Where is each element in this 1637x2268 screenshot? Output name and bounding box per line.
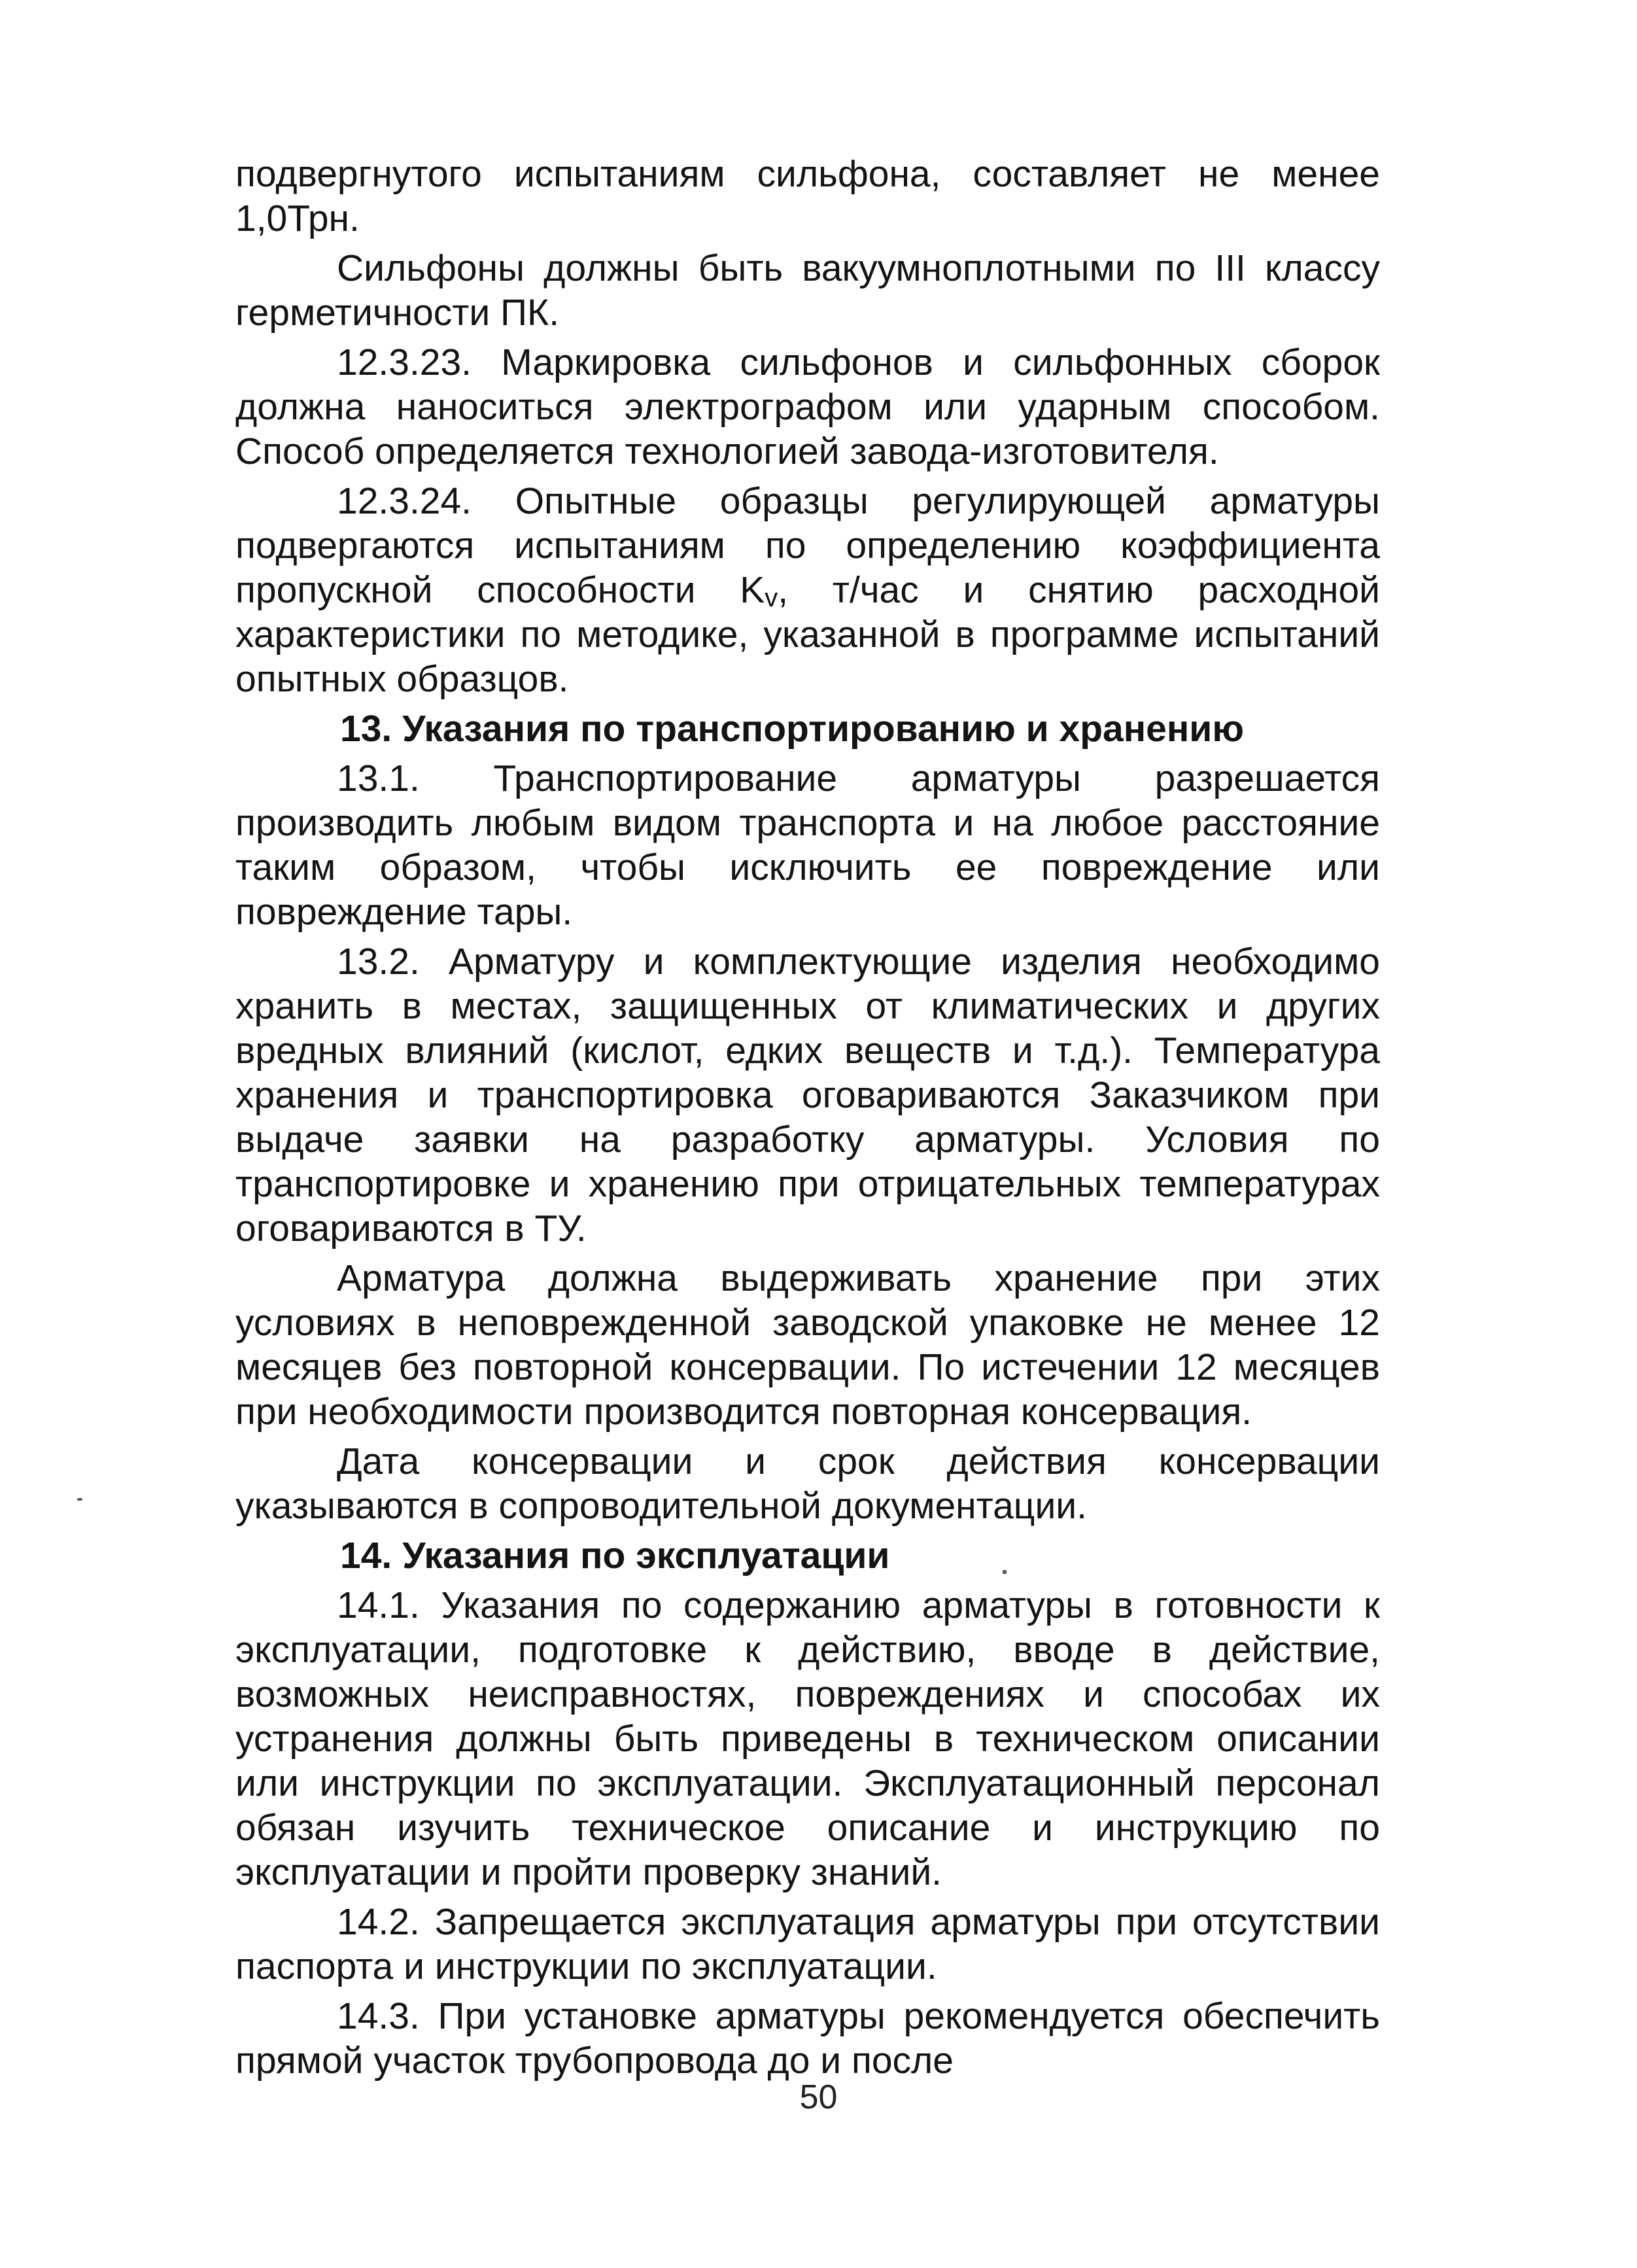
paragraph-12-3-24-end: , т/час и снятию расходной характеристики по методике, указанной в программе испытаний опытных образцов. <box>235 569 1380 700</box>
paragraph-12-3-24-start: 12.3.24. Опытные образцы регулирующей арматуры подвергаются испытаниям по определению коэффициента пропускной способности K <box>235 480 1380 611</box>
paragraph-bellows-test: подвергнутого испытаниям сильфона, составляет не менее 1,0Трн. <box>235 153 1380 239</box>
paragraph-14-2: 14.2. Запрещается эксплуатация арматуры при отсутствии паспорта и инструкции по эксплуатации. <box>235 1901 1380 1987</box>
paragraph-storage-conditions: Арматура должна выдерживать хранение при этих условиях в неповрежденной заводской упаковке не менее 12 месяцев без повторной консервации. По истечении 12 месяцев при необходимости производится повторная консервация. <box>235 1257 1380 1433</box>
paragraph-13-1: 13.1. Транспортирование арматуры разрешается производить любым видом транспорта и на любое расстояние таким образом, чтобы исключить ее повреждение или повреждение тары. <box>235 758 1380 933</box>
paragraph-14-3: 14.3. При установке арматуры рекомендуется обеспечить прямой участок трубопровода до и после <box>235 1995 1380 2082</box>
page-number: 50 <box>799 2078 838 2116</box>
section-13-heading: 13. Указания по транспортированию и хранению <box>340 708 1245 750</box>
document-body <box>235 152 1380 2088</box>
paragraph-14-1: 14.1. Указания по содержанию арматуры в готовности к эксплуатации, подготовке к действию, вводе в действие, возможных неисправностях, повреждениях и способах их устранения должны быть приведены в техническом описании или инструкции по эксплуатации. Эксплуатационный персонал обязан изучить техническое описание и инструкцию по эксплуатации и пройти проверку знаний. <box>235 1584 1380 1893</box>
paragraph-bellows-vacuum: Сильфоны должны быть вакуумноплотными по III классу герметичности ПК. <box>235 247 1380 334</box>
section-14-heading: 14. Указания по эксплуатации <box>340 1535 890 1577</box>
paragraph-conservation-date: Дата консервации и срок действия консервации указываются в сопроводительной документации. <box>235 1440 1380 1527</box>
paragraph-12-3-24 <box>235 479 1380 701</box>
paragraph-12-3-23: 12.3.23. Маркировка сильфонов и сильфонных сборок должна наноситься электрографом или ударным способом. Способ определяется технологией завода-изготовителя. <box>235 341 1380 472</box>
scan-speck <box>77 1498 82 1501</box>
paragraph-13-2: 13.2. Арматуру и комплектующие изделия необходимо хранить в местах, защищенных от климатических и других вредных влияний (кислот, едких веществ и т.д.). Температура хранения и транспортировка оговариваются Заказчиком при выдаче заявки на разработку арматуры. Условия по транспортировке и хранению при отрицательных температурах оговариваются в ТУ. <box>235 941 1380 1249</box>
kv-subscript: v <box>765 584 778 612</box>
scan-speck <box>1003 1570 1007 1574</box>
